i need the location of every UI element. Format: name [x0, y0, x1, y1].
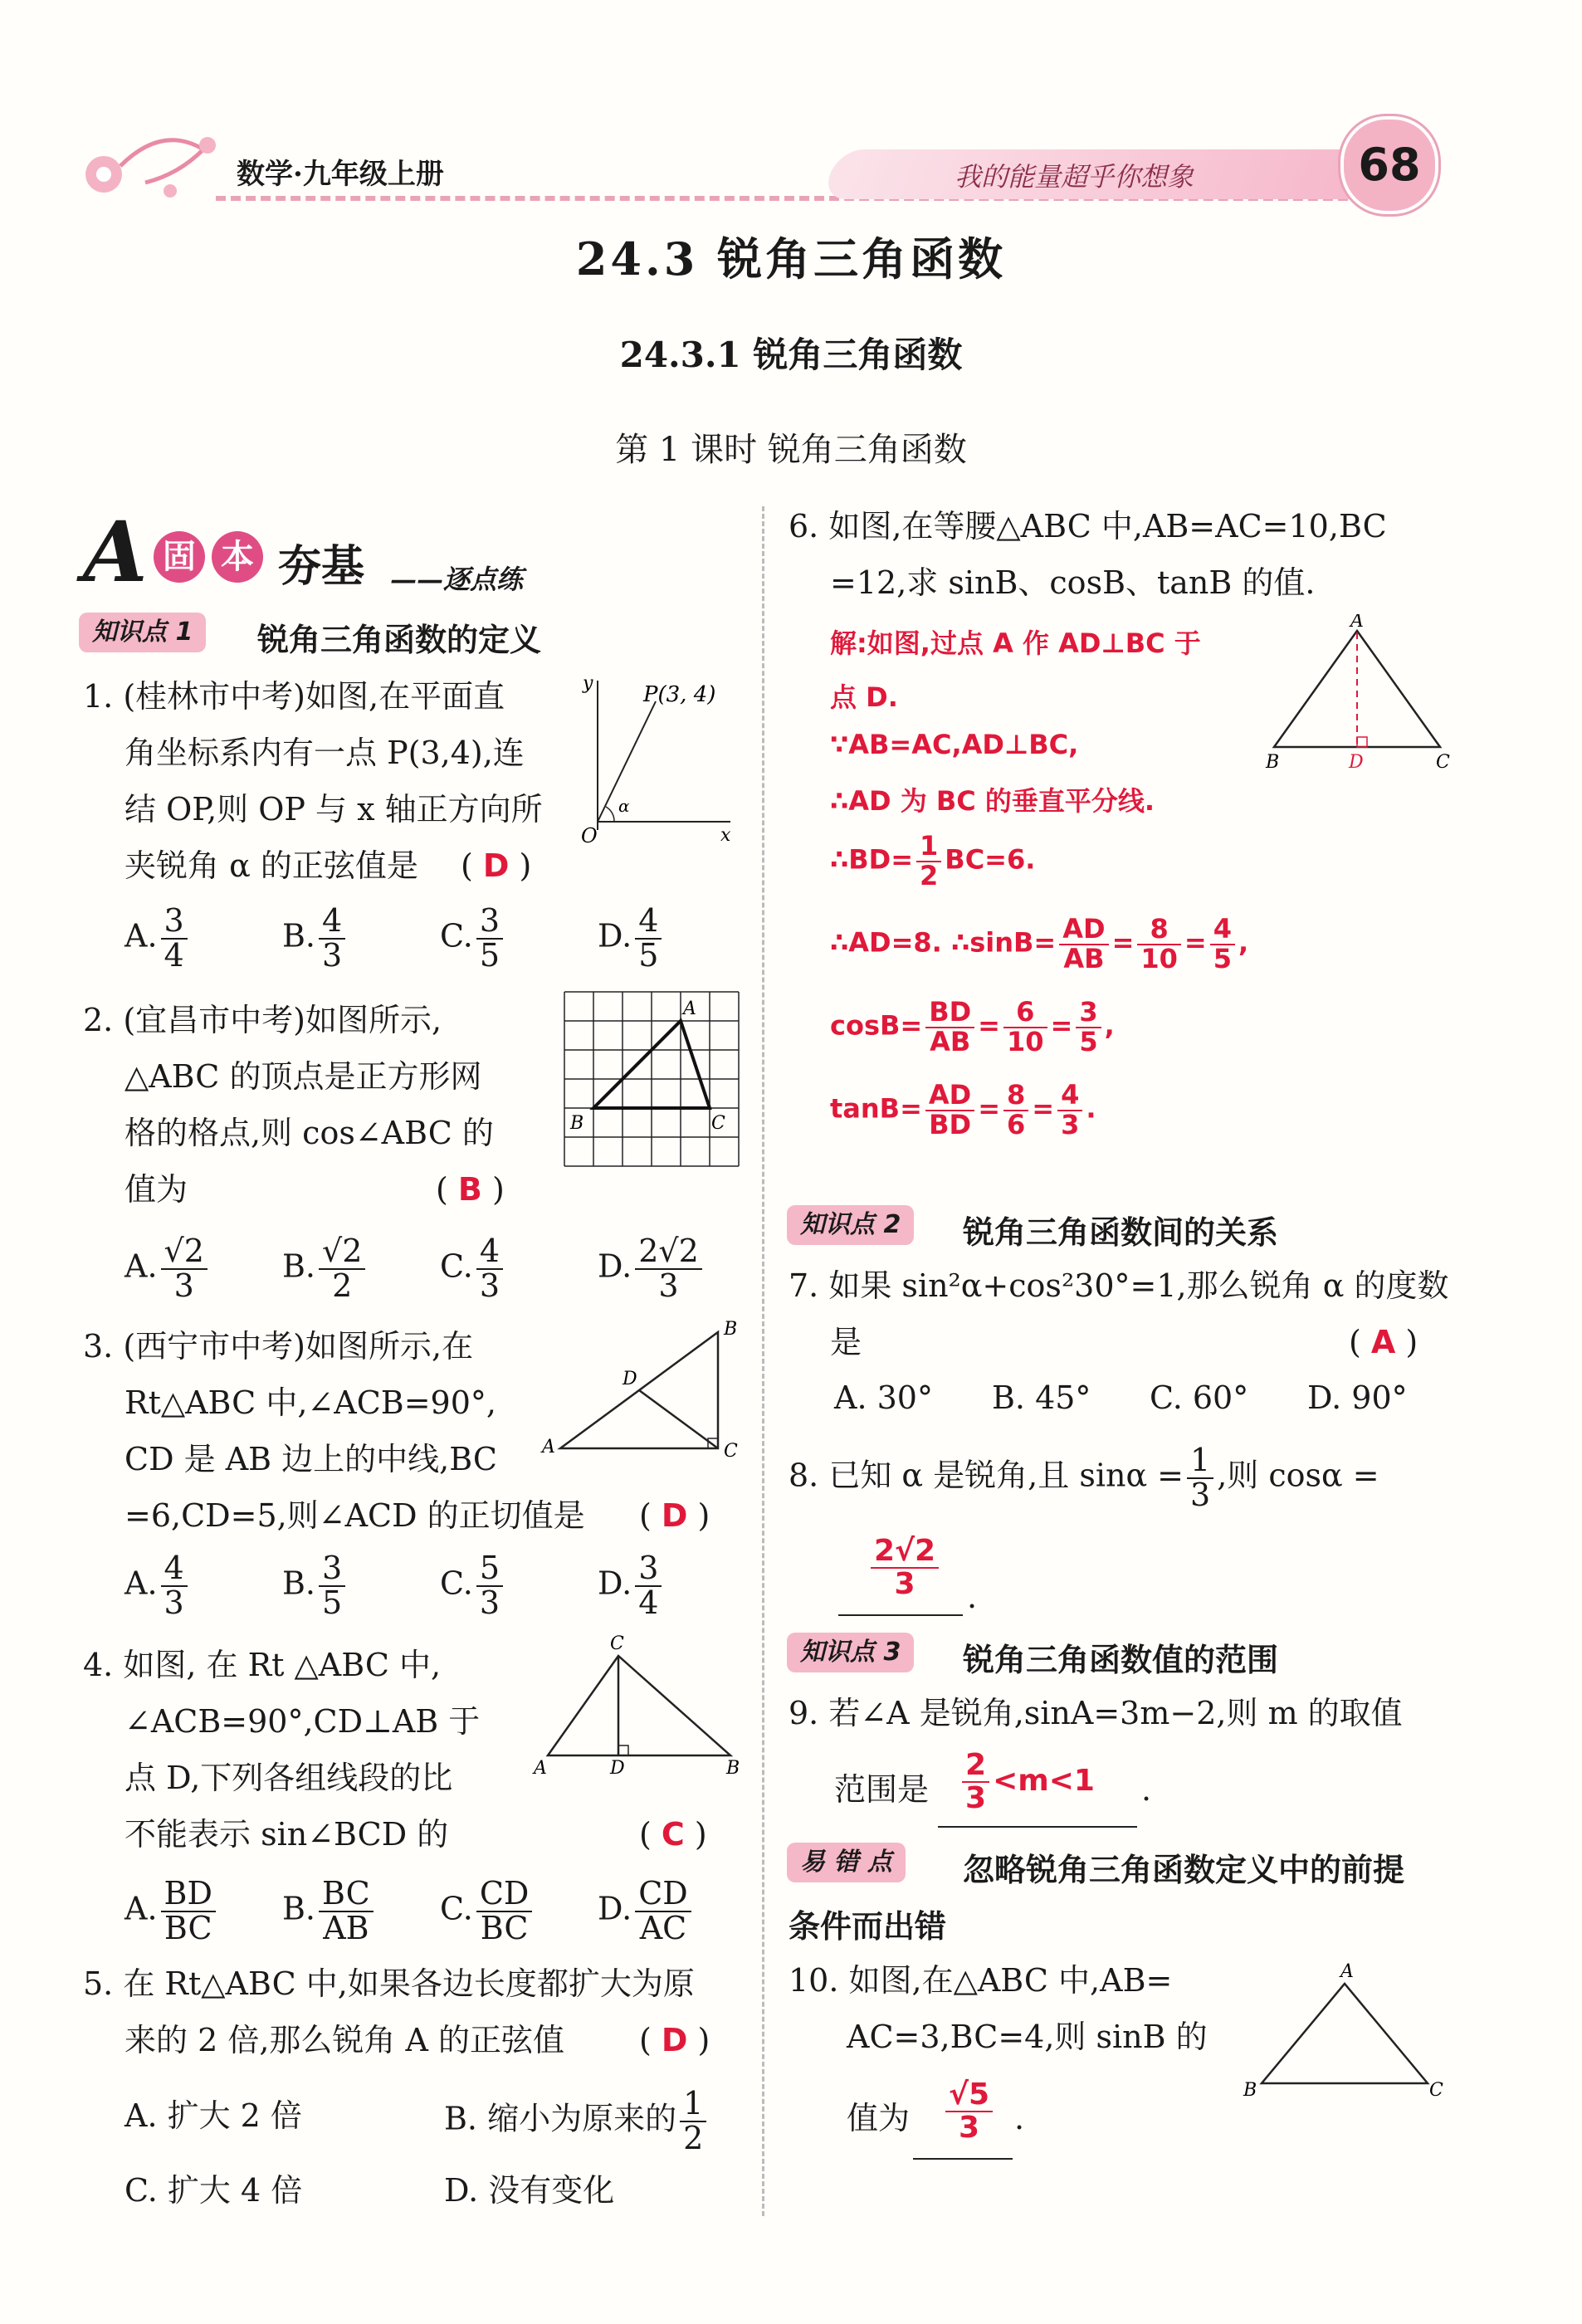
svg-text:C: C	[711, 1113, 725, 1134]
page-number: 68	[1340, 116, 1438, 214]
q9-answer: $\frac{2}{3}$ <m<1	[959, 1750, 1095, 1814]
q3-option-c: C. $\frac{5}{3}$	[440, 1552, 506, 1620]
svg-text:α: α	[618, 796, 630, 816]
q1-line-2: 角坐标系内有一点 P(3,4),连	[125, 735, 525, 771]
q4-line-4: 不能表示 sin∠BCD 的	[125, 1816, 449, 1853]
book-title: 数学·九年级上册	[237, 158, 444, 191]
flower-ornament-icon	[71, 116, 237, 208]
q2-line-4: 值为	[125, 1171, 188, 1208]
q5-line-2: 来的 2 倍,那么锐角 A 的正弦值	[125, 2022, 565, 2058]
q7-answer-bracket: ( A )	[1349, 1324, 1418, 1360]
banner-circle-1: 固	[154, 531, 205, 583]
q6-sol-6: ∴AD=8. ∴sinB= $\frac{AD}{AB}$ = $\frac{8}{10}$ = $\frac{4}{5}$ ,	[830, 913, 1249, 974]
q6-figure	[1257, 614, 1457, 780]
svg-text:B: B	[726, 1758, 740, 1776]
svg-text:A: A	[1340, 1961, 1354, 1982]
q2-option-a: A. $\frac{√2}{3}$	[125, 1235, 211, 1303]
svg-text:A: A	[542, 1437, 555, 1457]
kp1-title: 锐角三角函数的定义	[257, 622, 542, 658]
q10-line-2: AC=3,BC=4,则 sinB 的	[847, 2019, 1208, 2055]
q4-line-1: 4. 如图, 在 Rt △ABC 中,	[83, 1647, 442, 1683]
kp3-title: 锐角三角函数值的范围	[963, 1642, 1279, 1678]
svg-text:D: D	[623, 1369, 637, 1389]
q6-sol-5: ∴BD= $\frac{1}{2}$ BC=6.	[830, 830, 1036, 891]
q1-option-c: C. $\frac{3}{5}$	[440, 905, 506, 973]
err-title-2: 条件而出错	[789, 1908, 947, 1945]
q4-line-2: ∠ACB=90°,CD⊥AB 于	[125, 1703, 481, 1740]
q9-answer-line	[938, 1826, 1137, 1828]
svg-text:A: A	[1350, 614, 1364, 632]
section-title: 24.3 锐角三角函数	[575, 232, 1007, 286]
q6-sol-1: 解:如图,过点 A 作 AD⊥BC 于	[830, 627, 1201, 659]
q1-answer-bracket: ( D )	[461, 847, 532, 884]
q7-option-d: D. 90°	[1307, 1379, 1408, 1416]
q2-line-1: 2. (宜昌市中考)如图所示,	[83, 1002, 442, 1038]
kp1-tag: 知识点 1	[79, 613, 206, 652]
q5-answer-bracket: ( D )	[639, 2022, 710, 2058]
svg-text:C: C	[610, 1633, 624, 1654]
svg-text:B: B	[1243, 2080, 1257, 2101]
q10-figure	[1237, 1959, 1453, 2108]
q7-option-b: B. 45°	[992, 1379, 1091, 1416]
motto: 我的能量超乎你想象	[955, 161, 1194, 193]
q6-line-2: =12,求 sinB、cosB、tanB 的值.	[830, 564, 1316, 601]
q1-line-1: 1. (桂林市中考)如图,在平面直	[83, 678, 505, 715]
q2-option-b: B. $\frac{√2}{2}$	[282, 1235, 369, 1303]
q6-sol-2: 点 D.	[830, 681, 898, 713]
q1-option-a: A. $\frac{3}{4}$	[125, 905, 191, 973]
q9-prefix: 范围是	[834, 1771, 930, 1808]
lesson-title: 第 1 课时 锐角三角函数	[615, 431, 967, 469]
svg-text:D: D	[1349, 752, 1364, 773]
q6-line-1: 6. 如图,在等腰△ABC 中,AB=AC=10,BC	[789, 508, 1387, 544]
q3-answer-bracket: ( D )	[639, 1497, 710, 1534]
svg-text:O: O	[581, 824, 598, 847]
q10-line-3: 值为	[847, 2100, 911, 2136]
banner-circle-2: 本	[212, 531, 263, 583]
q10-period: .	[1014, 2100, 1025, 2136]
q4-answer: C	[661, 1816, 685, 1853]
q7-option-c: C. 60°	[1150, 1379, 1249, 1416]
q8-answer-line	[838, 1614, 963, 1616]
q8-period: .	[967, 1579, 978, 1615]
q4-answer-bracket: ( C )	[639, 1816, 707, 1853]
q6-sol-7: cosB= $\frac{BD}{AB}$ = $\frac{6}{10}$ = $\frac{3}{5}$ ,	[830, 996, 1115, 1057]
q3-option-a: A. $\frac{4}{3}$	[125, 1552, 191, 1620]
kp2-tag: 知识点 2	[787, 1205, 914, 1245]
q4-option-c: C. $\frac{CD}{BC}$	[440, 1877, 535, 1946]
q2-option-c: C. $\frac{4}{3}$	[440, 1235, 506, 1303]
q5-option-d: D. 没有变化	[444, 2172, 615, 2209]
banner-text: 夯基	[278, 541, 365, 592]
svg-text:A: A	[683, 998, 696, 1019]
q1-option-b: B. $\frac{4}{3}$	[282, 905, 349, 973]
q1-line-3: 结 OP,则 OP 与 x 轴正方向所	[125, 791, 543, 828]
q5-option-a: A. 扩大 2 倍	[125, 2097, 302, 2134]
q3-option-d: D. $\frac{3}{4}$	[598, 1552, 665, 1620]
err-tag: 易 错 点	[787, 1843, 906, 1882]
q6-sol-4: ∴AD 为 BC 的垂直平分线.	[830, 785, 1155, 817]
q9-period: .	[1141, 1771, 1152, 1808]
q3-option-b: B. $\frac{3}{5}$	[282, 1552, 349, 1620]
q1-figure	[573, 672, 739, 847]
svg-text:x: x	[720, 825, 731, 846]
svg-text:B: B	[724, 1320, 738, 1340]
q3-figure	[540, 1320, 747, 1461]
q7-answer: A	[1370, 1324, 1396, 1360]
q4-figure	[527, 1631, 751, 1776]
q2-line-3: 格的格点,则 cos∠ABC 的	[125, 1115, 494, 1151]
svg-text:y: y	[583, 673, 593, 694]
q6-sol-3: ∵AB=AC,AD⊥BC,	[830, 729, 1079, 760]
svg-text:P(3, 4): P(3, 4)	[643, 682, 716, 707]
svg-text:C: C	[1429, 2080, 1443, 2101]
q10-answer-line	[913, 2158, 1013, 2160]
q5-option-b: B. 缩小为原来的 $\frac{1}{2}$	[444, 2087, 710, 2156]
q4-option-b: B. $\frac{BC}{AB}$	[282, 1877, 377, 1946]
q8-line: 8. 已知 α 是锐角,且 sinα = $\frac{1}{3}$ ,则 cosα =	[789, 1442, 1379, 1513]
q1-line-4: 夹锐角 α 的正弦值是	[125, 847, 418, 884]
q5-line-1: 5. 在 Rt△ABC 中,如果各边长度都扩大为原	[83, 1965, 695, 2002]
q4-option-a: A. $\frac{BD}{BC}$	[125, 1877, 219, 1946]
q1-option-d: D. $\frac{4}{5}$	[598, 905, 665, 973]
q2-answer-bracket: ( B )	[436, 1171, 505, 1208]
q3-line-3: CD 是 AB 边上的中线,BC	[125, 1441, 497, 1477]
q7-line-1: 7. 如果 sin²α+cos²30°=1,那么锐角 α 的度数	[789, 1267, 1449, 1304]
q2-grid-figure	[560, 988, 743, 1170]
svg-text:C: C	[1436, 752, 1450, 773]
banner-subtitle: ——逐点练	[390, 564, 524, 595]
svg-text:B: B	[1266, 752, 1280, 773]
q2-line-2: △ABC 的顶点是正方形网	[125, 1058, 482, 1095]
q7-line-2: 是	[830, 1324, 862, 1360]
kp3-tag: 知识点 3	[787, 1633, 914, 1672]
column-divider	[762, 506, 764, 2216]
svg-text:C: C	[724, 1441, 738, 1461]
q3-line-2: Rt△ABC 中,∠ACB=90°,	[125, 1384, 496, 1421]
q10-answer: $\frac{√5}{3}$	[942, 2079, 996, 2144]
q3-answer: D	[661, 1497, 688, 1534]
q5-option-c: C. 扩大 4 倍	[125, 2172, 303, 2209]
q10-line-1: 10. 如图,在△ABC 中,AB=	[789, 1962, 1173, 1999]
q1-answer: D	[482, 847, 510, 884]
q2-answer: B	[457, 1171, 482, 1208]
q4-line-3: 点 D,下列各组线段的比	[125, 1760, 453, 1796]
q3-line-1: 3. (西宁市中考)如图所示,在	[83, 1328, 474, 1365]
q3-line-4: =6,CD=5,则∠ACD 的正切值是	[125, 1497, 585, 1534]
svg-text:D: D	[610, 1758, 625, 1776]
svg-text:B: B	[570, 1113, 584, 1134]
q4-option-d: D. $\frac{CD}{AC}$	[598, 1877, 695, 1946]
err-title-1: 忽略锐角三角函数定义中的前提	[963, 1852, 1405, 1888]
svg-text:A: A	[534, 1758, 547, 1776]
q6-sol-8: tanB= $\frac{AD}{BD}$ = $\frac{8}{6}$ = $\frac{4}{3}$ .	[830, 1079, 1096, 1140]
q5-answer: D	[661, 2022, 688, 2058]
kp2-title: 锐角三角函数间的关系	[963, 1214, 1279, 1251]
q9-line-1: 9. 若∠A 是锐角,sinA=3m−2,则 m 的取值	[789, 1695, 1403, 1731]
banner-letter: A	[83, 503, 148, 601]
q2-option-d: D. $\frac{2√2}{3}$	[598, 1235, 706, 1303]
q8-answer: $\frac{2√2}{3}$	[867, 1536, 942, 1600]
q7-option-a: A. 30°	[834, 1379, 933, 1416]
subsection-title: 24.3.1 锐角三角函数	[619, 334, 963, 375]
